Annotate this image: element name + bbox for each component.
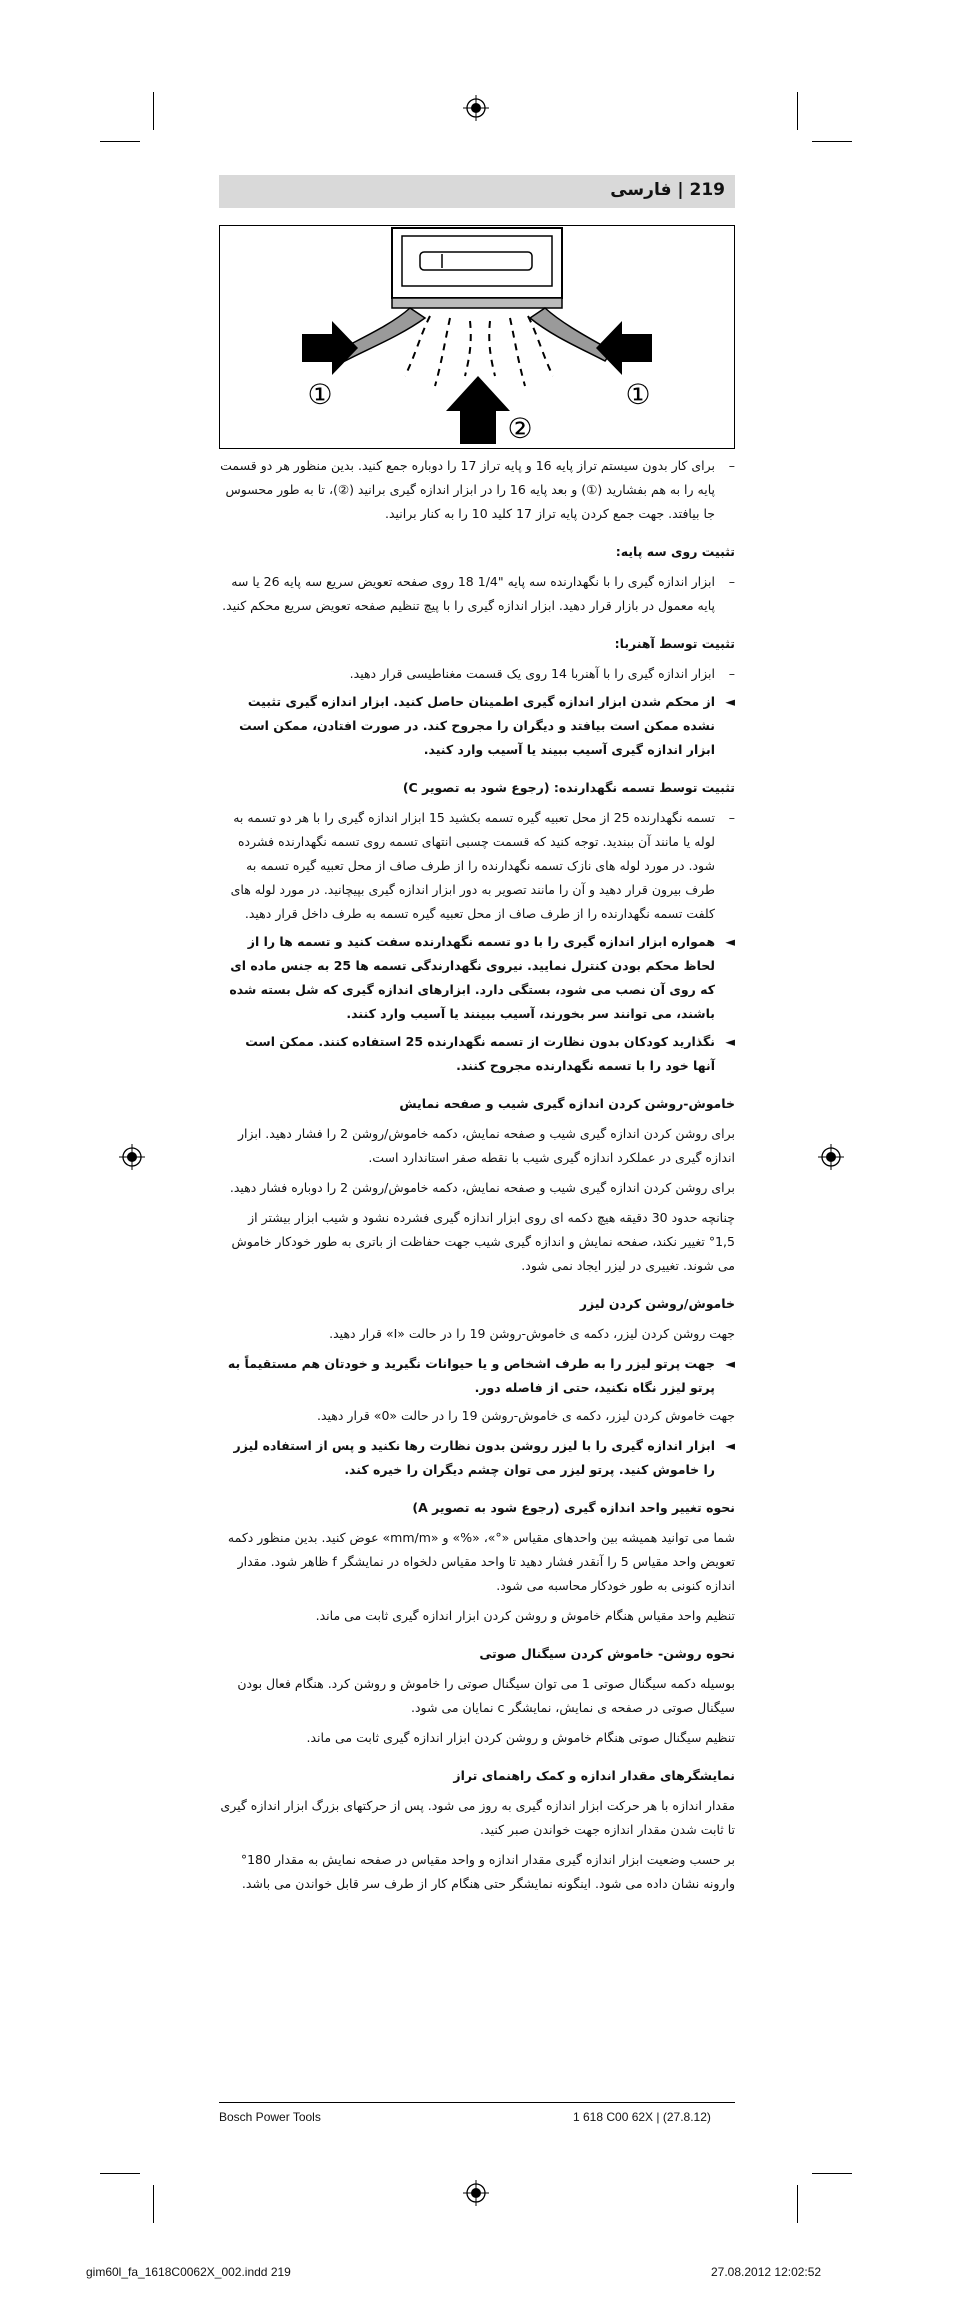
section-heading: نمایشگرهای مقدار اندازه و کمک راهنمای تراز — [453, 1768, 735, 1783]
slug-date: 27.08.2012 12:02:52 — [711, 2265, 822, 2279]
list-item — [219, 1434, 735, 1482]
paragraph: شما می توانید همیشه بین واحدهای مقیاس «°»، «%» و «mm/m» عوض کنید. بدین منظور دکمه تعویض واحد مقیاس 5 را آنقدر فشار دهید تا واحد مقیاس دلخواه در نمایشگر f ظاهر شود. مقدار اندازه کنونی به طور خودکار محاسبه می شود. — [227, 1530, 735, 1593]
list-item-text: ابزار اندازه گیری را با آهنربا 14 روی یک قسمت مغناطیسی قرار دهید. — [349, 666, 715, 681]
section-heading: خاموش/روشن کردن لیزر — [579, 1296, 735, 1311]
crop-mark — [153, 92, 154, 130]
crop-mark — [100, 2173, 140, 2174]
paragraph: بر حسب وضعیت ابزار اندازه گیری مقدار اندازه و واحد مقیاس در صفحه نمایش به مقدار 180° وارونه نشان داده می شود. اینگونه نمایشگر حتی هنگام کار از طرف سر قابل خواندن می باشد. — [240, 1852, 735, 1891]
list-item — [219, 1352, 735, 1400]
bullet-marker: – — [728, 666, 735, 681]
figure-illustration — [219, 225, 735, 449]
list-item-text: برای کار بدون سیستم تراز پایه 16 و پایه تراز 17 را دوباره جمع کنید. بدین منظور هر دو قسمت پایه را به هم بفشارید (①) و بعد پایه 16 را در ابزار اندازه گیری برانید (②)، تا به طور محسوس جا بیافتد. جهت جمع کردن پایه تراز 17 کلید 10 را به کنار برانید. — [220, 458, 715, 521]
section-heading: تثبیت توسط آهنربا: — [614, 636, 735, 651]
crop-mark — [812, 141, 852, 142]
crop-mark — [100, 141, 140, 142]
paragraph: برای روشن کردن اندازه گیری شیب و صفحه نمایش، دکمه خاموش/روشن 2 را فشار دهید. ابزار اندازه گیری در عملکرد اندازه گیری شیب با نقطه صفر استاندارد است. — [237, 1126, 735, 1165]
footer-rule — [219, 2102, 735, 2103]
paragraph: برای روشن کردن اندازه گیری شیب و صفحه نمایش، دکمه خاموش/روشن 2 را دوباره فشار دهید. — [229, 1180, 735, 1195]
paragraph: بوسیله دکمه سیگنال صوتی 1 می توان سیگنال صوتی را خاموش و روشن کرد. هنگام فعال بودن سیگنال صوتی در صفحه ی نمایش، نمایشگر c نمایان می شود. — [237, 1676, 735, 1715]
document-body — [219, 454, 735, 1902]
footer-brand: Bosch Power Tools — [219, 2110, 321, 2124]
paragraph: جهت روشن کردن لیزر، دکمه ی خاموش-روشن 19 را در حالت «I» قرار دهید. — [329, 1326, 735, 1341]
page-number: 219 — [689, 180, 725, 200]
bullet-marker: – — [728, 458, 735, 473]
list-item — [219, 454, 735, 526]
list-item-text: جهت پرتو لیزر را به طرف اشخاص و یا حیوانات نگیرید و خودتان هم مستقیماً به پرتو لیزر نگاه نکنید، حتی از فاصله دور. — [227, 1356, 715, 1395]
registration-mark-icon — [463, 95, 489, 121]
list-item — [219, 690, 735, 762]
crop-mark — [797, 2185, 798, 2223]
figure-label-1-right: ① — [625, 378, 651, 411]
crop-mark — [812, 2173, 852, 2174]
list-item-text: از محکم شدن ابزار اندازه گیری اطمینان حاصل کنید. ابزار اندازه گیری تثبیت نشده ممکن است بیافتد و دیگران را مجروح کند. در صورت افتادن، ممکن است ابزار اندازه گیری آسیب ببیند یا آسیب وارد کنید. — [239, 694, 715, 757]
list-item-text: همواره ابزار اندازه گیری را با دو تسمه نگهدارنده سفت کنید و تسمه ها را از لحاظ محکم بودن کنترل نمایید. نیروی نگهدارندگی تسمه ها 25 به جنس ماده ای که روی آن نصب می شود، بستگی دارد. ابزارهای اندازه گیری که شل بسته شده باشند، می توانند سر بخورند، آسیب ببینند یا آسیب وارد کنند. — [229, 934, 715, 1021]
list-item-text: نگذارید کودکان بدون نظارت از تسمه نگهدارنده 25 استفاده کنند. ممکن است آنها خود را با تسمه نگهدارنده مجروح کنند. — [245, 1034, 715, 1073]
section-heading: خاموش-روشن کردن اندازه گیری شیب و صفحه نمایش — [399, 1096, 735, 1111]
paragraph: چنانچه حدود 30 دقیقه هیچ دکمه ای روی ابزار اندازه گیری فشرده نشود و شیب ابزار بیشتر از 1,5° تغییر نکند، صفحه نمایش و اندازه گیری شیب جهت حفاظت از باتری به طور خودکار خاموش می شوند. تغییری در لیزر ایجاد نمی شود. — [231, 1210, 735, 1273]
registration-mark-icon — [818, 1144, 844, 1170]
crop-mark — [797, 92, 798, 130]
header-separator: | — [671, 180, 690, 200]
figure-label-1-left: ① — [307, 378, 333, 411]
slug-file: gim60l_fa_1618C0062X_002.indd 219 — [86, 2265, 291, 2279]
fold-legs-illustration — [220, 226, 733, 447]
section-heading: نحوه تغییر واحد اندازه گیری (رجوع شود به تصویر A) — [412, 1500, 735, 1515]
list-item-text: تسمه نگهدارنده 25 از محل تعبیه گیره تسمه بکشید 15 ابزار اندازه گیری را با هر دو تسمه به لوله یا مانند آن ببندید. توجه کنید که قسمت چسبی انتهای تسمه روی تسمه نگهدارنده فشرده شود. در مورد لوله های نازک تسمه نگهدارنده را از طرف صاف از محل تعبیه گیره تسمه به طرف بیرون قرار دهید و آن را مانند تصویر به دور ابزار اندازه گیری بپیچانید. در مورد لوله های کلفت تسمه نگهدارنده را از طرف صاف از محل تعبیه گیره تسمه به طرف داخل قرار دهید. — [230, 810, 715, 921]
list-item-text: ابزار اندازه گیری را با نگهدارنده سه پایه "1/4 18 روی صفحه تعویض سریع سه پایه 26 یا سه پایه معمول در بازار قرار دهید. ابزار اندازه گیری را با پیچ تنظیم صفحه تعویض سریع محکم کنید. — [222, 574, 715, 613]
footer-doc-code: 1 618 C00 62X | (27.8.12) — [573, 2110, 711, 2124]
paragraph: تنظیم واحد مقیاس هنگام خاموش و روشن کردن ابزار اندازه گیری ثابت می ماند. — [315, 1608, 735, 1623]
crop-mark — [153, 2185, 154, 2223]
bullet-marker: ◄ — [725, 694, 735, 709]
bullet-marker: ◄ — [725, 934, 735, 949]
section-heading: تثبیت توسط تسمه نگهدارنده: (رجوع شود به تصویر C) — [402, 780, 735, 795]
paragraph: مقدار اندازه با هر حرکت ابزار اندازه گیری به روز می شود. پس از حرکتهای بزرگ ابزار اندازه گیری تا ثابت شدن مقدار اندازه جهت خواندن صبر کنید. — [220, 1798, 735, 1837]
registration-mark-icon — [119, 1144, 145, 1170]
list-item — [219, 930, 735, 1026]
list-item — [219, 806, 735, 926]
registration-mark-icon — [463, 2180, 489, 2206]
bullet-marker: ◄ — [725, 1438, 735, 1453]
list-item — [219, 662, 735, 686]
bullet-marker: ◄ — [725, 1034, 735, 1049]
paragraph: جهت خاموش کردن لیزر، دکمه ی خاموش-روشن 19 را در حالت «0» قرار دهید. — [316, 1408, 735, 1423]
list-item-text: ابزار اندازه گیری را با لیزر روشن بدون نظارت رها نکنید و پس از استفاده لیزر را خاموش کنید. پرتو لیزر می توان چشم دیگران را خیره کند. — [233, 1438, 715, 1477]
list-item — [219, 570, 735, 618]
section-heading: تثبیت روی سه پایه: — [615, 544, 735, 559]
section-heading: نحوه روشن- خاموش کردن سیگنال صوتی — [479, 1646, 735, 1661]
language-label: فارسی — [610, 180, 672, 200]
bullet-marker: – — [728, 574, 735, 589]
page-header — [219, 175, 735, 208]
bullet-marker: – — [728, 810, 735, 825]
list-item — [219, 1030, 735, 1078]
figure-label-2: ② — [507, 412, 533, 445]
page-header-text — [610, 180, 725, 200]
bullet-marker: ◄ — [725, 1356, 735, 1371]
paragraph: تنظیم سیگنال صوتی هنگام خاموش و روشن کردن ابزار اندازه گیری ثابت می ماند. — [306, 1730, 735, 1745]
